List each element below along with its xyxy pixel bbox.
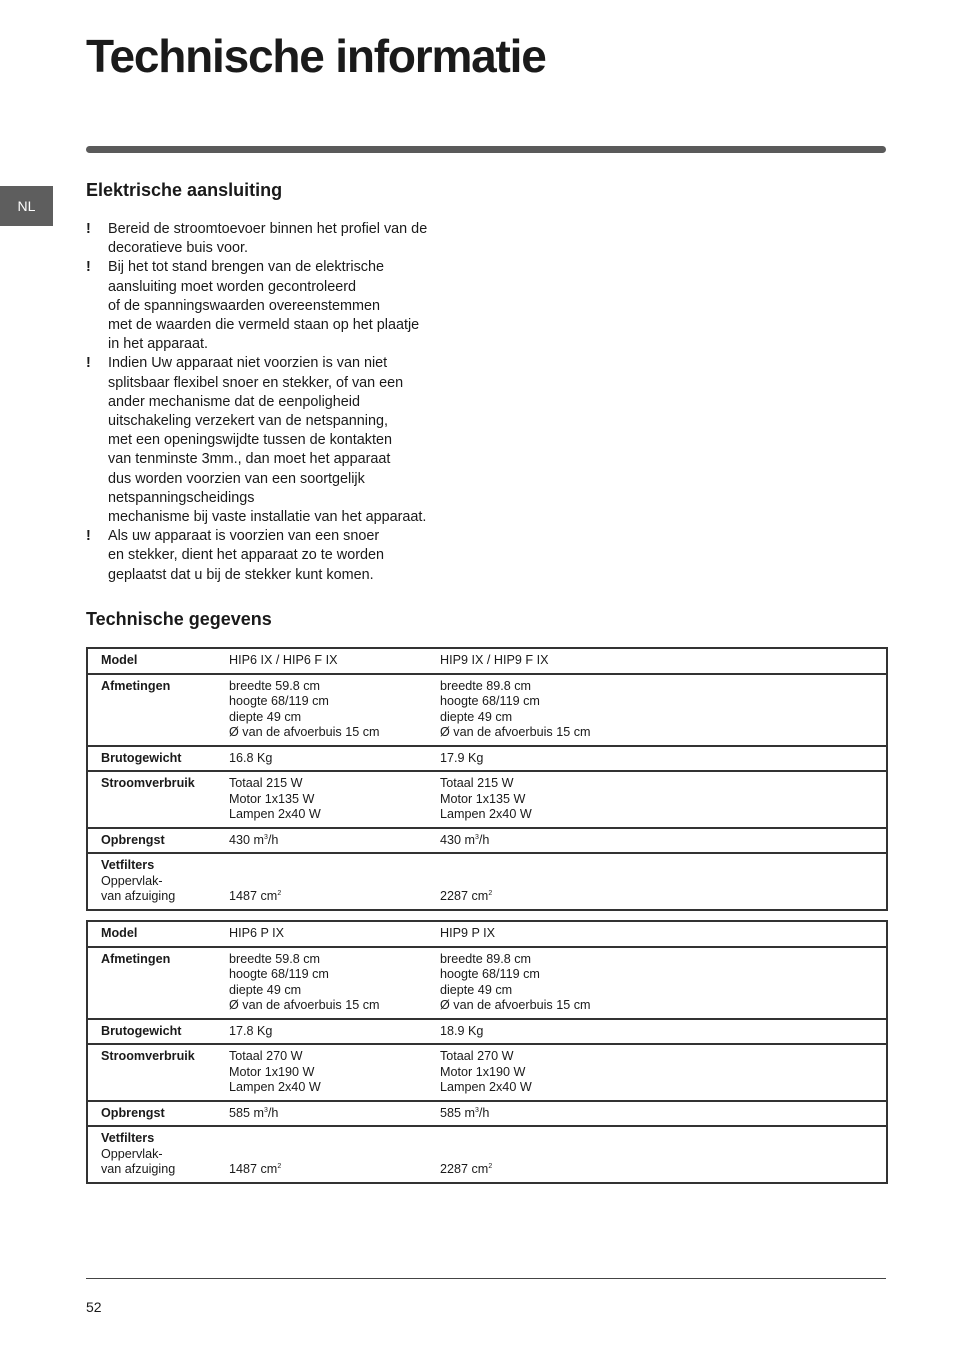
note-line: netspanningscheidings [108, 489, 255, 506]
note-line: van tenminste 3mm., dan moet het apparaat [108, 451, 391, 468]
row-label: Vetfilters [101, 858, 155, 872]
row-sublabel: van afzuiging [101, 1162, 176, 1176]
section-title-specs: Technische gegevens [86, 609, 272, 629]
table-row [87, 674, 887, 746]
note-line: of de spanningswaarden overeenstemmen [108, 297, 380, 314]
table-row [87, 648, 887, 674]
table-row [87, 1101, 887, 1127]
electrical-notes [86, 220, 466, 585]
cell-value: Motor 1x135 W [229, 791, 315, 806]
table-row [87, 947, 887, 1019]
cell-value: 1487 $cm^2$ [229, 853, 440, 910]
cell-value: Lampen 2x40 W [440, 1080, 532, 1094]
note-line: en stekker, dient het apparaat zo te worden [108, 547, 385, 564]
table-row [87, 1044, 887, 1101]
note-line: mechanisme bij vaste installatie van het apparaat. [108, 509, 427, 526]
cell-value: Ø van de afvoerbuis 15 cm [229, 998, 380, 1012]
warning-marker: ! [86, 528, 91, 545]
note-line: in het apparaat. [108, 336, 209, 353]
cell-value: Ø van de afvoerbuis 15 cm [440, 998, 591, 1012]
cell-value: Motor 1x190 W [440, 1064, 526, 1079]
row-label: Opbrengst [101, 1105, 165, 1120]
note-line: geplaatst dat u bij de stekker kunt komen. [108, 566, 374, 583]
warning-marker: ! [86, 355, 91, 372]
row-sublabel: Oppervlak- [101, 1146, 163, 1161]
table-row [87, 853, 887, 910]
cell-value: breedte 59.8 cm [229, 678, 321, 693]
cell-value: 585 $m^3/h$ [229, 1101, 440, 1127]
footer-divider [86, 1278, 886, 1279]
row-label: Opbrengst [101, 832, 165, 847]
cell-value: 585 $m^3/h$ [440, 1101, 887, 1127]
cell-value: diepte 49 cm [440, 709, 513, 724]
cell-value: breedte 89.8 cm [440, 678, 532, 693]
table-row [87, 771, 887, 828]
cell-value: diepte 49 cm [229, 982, 302, 997]
cell-value: 2287 $cm^2$ [440, 1126, 887, 1183]
page-number: 52 [86, 1299, 102, 1315]
page-title: Technische informatie [86, 30, 546, 82]
table-row [87, 921, 887, 947]
cell-value: hoogte 68/119 cm [440, 694, 540, 708]
cell-value: hoogte 68/119 cm [229, 967, 329, 981]
cell-value: Motor 1x190 W [229, 1064, 315, 1079]
row-label: Stroomverbruik [101, 776, 195, 790]
note-line: Bij het tot stand brengen van de elektrische [108, 259, 384, 276]
row-sublabel: van afzuiging [101, 889, 176, 903]
note-line: dus worden voorzien van een soortgelijk [108, 470, 365, 487]
cell-value: Ø van de afvoerbuis 15 cm [440, 725, 591, 739]
cell-value: Lampen 2x40 W [440, 807, 532, 821]
note-line: splitsbaar flexibel snoer en stekker, of van een [108, 374, 404, 391]
row-sublabel: Oppervlak- [101, 873, 163, 888]
row-label: Afmetingen [101, 678, 171, 693]
row-label: Model [101, 653, 138, 667]
note-line: met een openingswijdte tussen de kontakten [108, 432, 393, 449]
cell-value: 1487 $cm^2$ [229, 1126, 440, 1183]
cell-value: Totaal 215 W [440, 776, 514, 790]
cell-value: Motor 1x135 W [440, 791, 526, 806]
cell-value: Ø van de afvoerbuis 15 cm [229, 725, 380, 739]
note-item [86, 354, 466, 527]
row-label: Model [101, 926, 138, 940]
cell-value: diepte 49 cm [229, 709, 302, 724]
note-line: Indien Uw apparaat niet voorzien is van niet [108, 355, 388, 372]
table-row [87, 1126, 887, 1183]
cell-value: Totaal 215 W [229, 776, 303, 790]
row-label: Brutogewicht [101, 1023, 182, 1038]
section-title-electrical: Elektrische aansluiting [86, 180, 283, 200]
note-line: ander mechanisme dat de eenpoligheid [108, 393, 361, 410]
note-line: decoratieve buis voor. [108, 240, 248, 257]
cell-value: Totaal 270 W [229, 1049, 303, 1063]
row-label: Afmetingen [101, 951, 171, 966]
note-item [86, 220, 466, 258]
cell-value: HIP9 P IX [440, 926, 496, 940]
warning-marker: ! [86, 259, 91, 276]
warning-marker: ! [86, 221, 91, 237]
cell-value: 16.8 Kg [229, 746, 440, 772]
cell-value: diepte 49 cm [440, 982, 513, 997]
cell-value: HIP6 P IX [229, 926, 285, 940]
row-label: Brutogewicht [101, 750, 182, 765]
cell-value: hoogte 68/119 cm [440, 967, 540, 981]
note-line: aansluiting moet worden gecontroleerd [108, 278, 356, 295]
title-divider [86, 146, 886, 153]
note-line: Bereid de stroomtoevoer binnen het profiel van de [108, 221, 428, 237]
spec-table [86, 920, 888, 1184]
note-line: met de waarden die vermeld staan op het plaatje [108, 317, 420, 334]
note-line: Als uw apparaat is voorzien van een snoer [108, 528, 380, 545]
cell-value: HIP9 IX / HIP9 F IX [440, 653, 549, 667]
table-row [87, 746, 887, 772]
table-row [87, 1019, 887, 1045]
language-tab: NL [0, 186, 53, 226]
cell-value: 430 $m^3/h$ [229, 828, 440, 854]
cell-value: 17.9 Kg [440, 746, 887, 772]
row-label: Stroomverbruik [101, 1049, 195, 1063]
cell-value: 2287 $cm^2$ [440, 853, 887, 910]
table-row [87, 828, 887, 854]
note-line: uitschakeling verzekert van de netspanning, [108, 413, 388, 430]
cell-value: breedte 59.8 cm [229, 951, 321, 966]
cell-value: 430 $m^3/h$ [440, 828, 887, 854]
cell-value: Lampen 2x40 W [229, 1080, 321, 1094]
cell-value: breedte 89.8 cm [440, 951, 532, 966]
cell-value: 18.9 Kg [440, 1019, 887, 1045]
note-item [86, 258, 466, 354]
cell-value: HIP6 IX / HIP6 F IX [229, 653, 338, 667]
row-label: Vetfilters [101, 1131, 155, 1145]
cell-value: Totaal 270 W [440, 1049, 514, 1063]
note-item [86, 527, 466, 585]
spec-table [86, 647, 888, 911]
cell-value: hoogte 68/119 cm [229, 694, 329, 708]
cell-value: 17.8 Kg [229, 1019, 440, 1045]
cell-value: Lampen 2x40 W [229, 807, 321, 821]
